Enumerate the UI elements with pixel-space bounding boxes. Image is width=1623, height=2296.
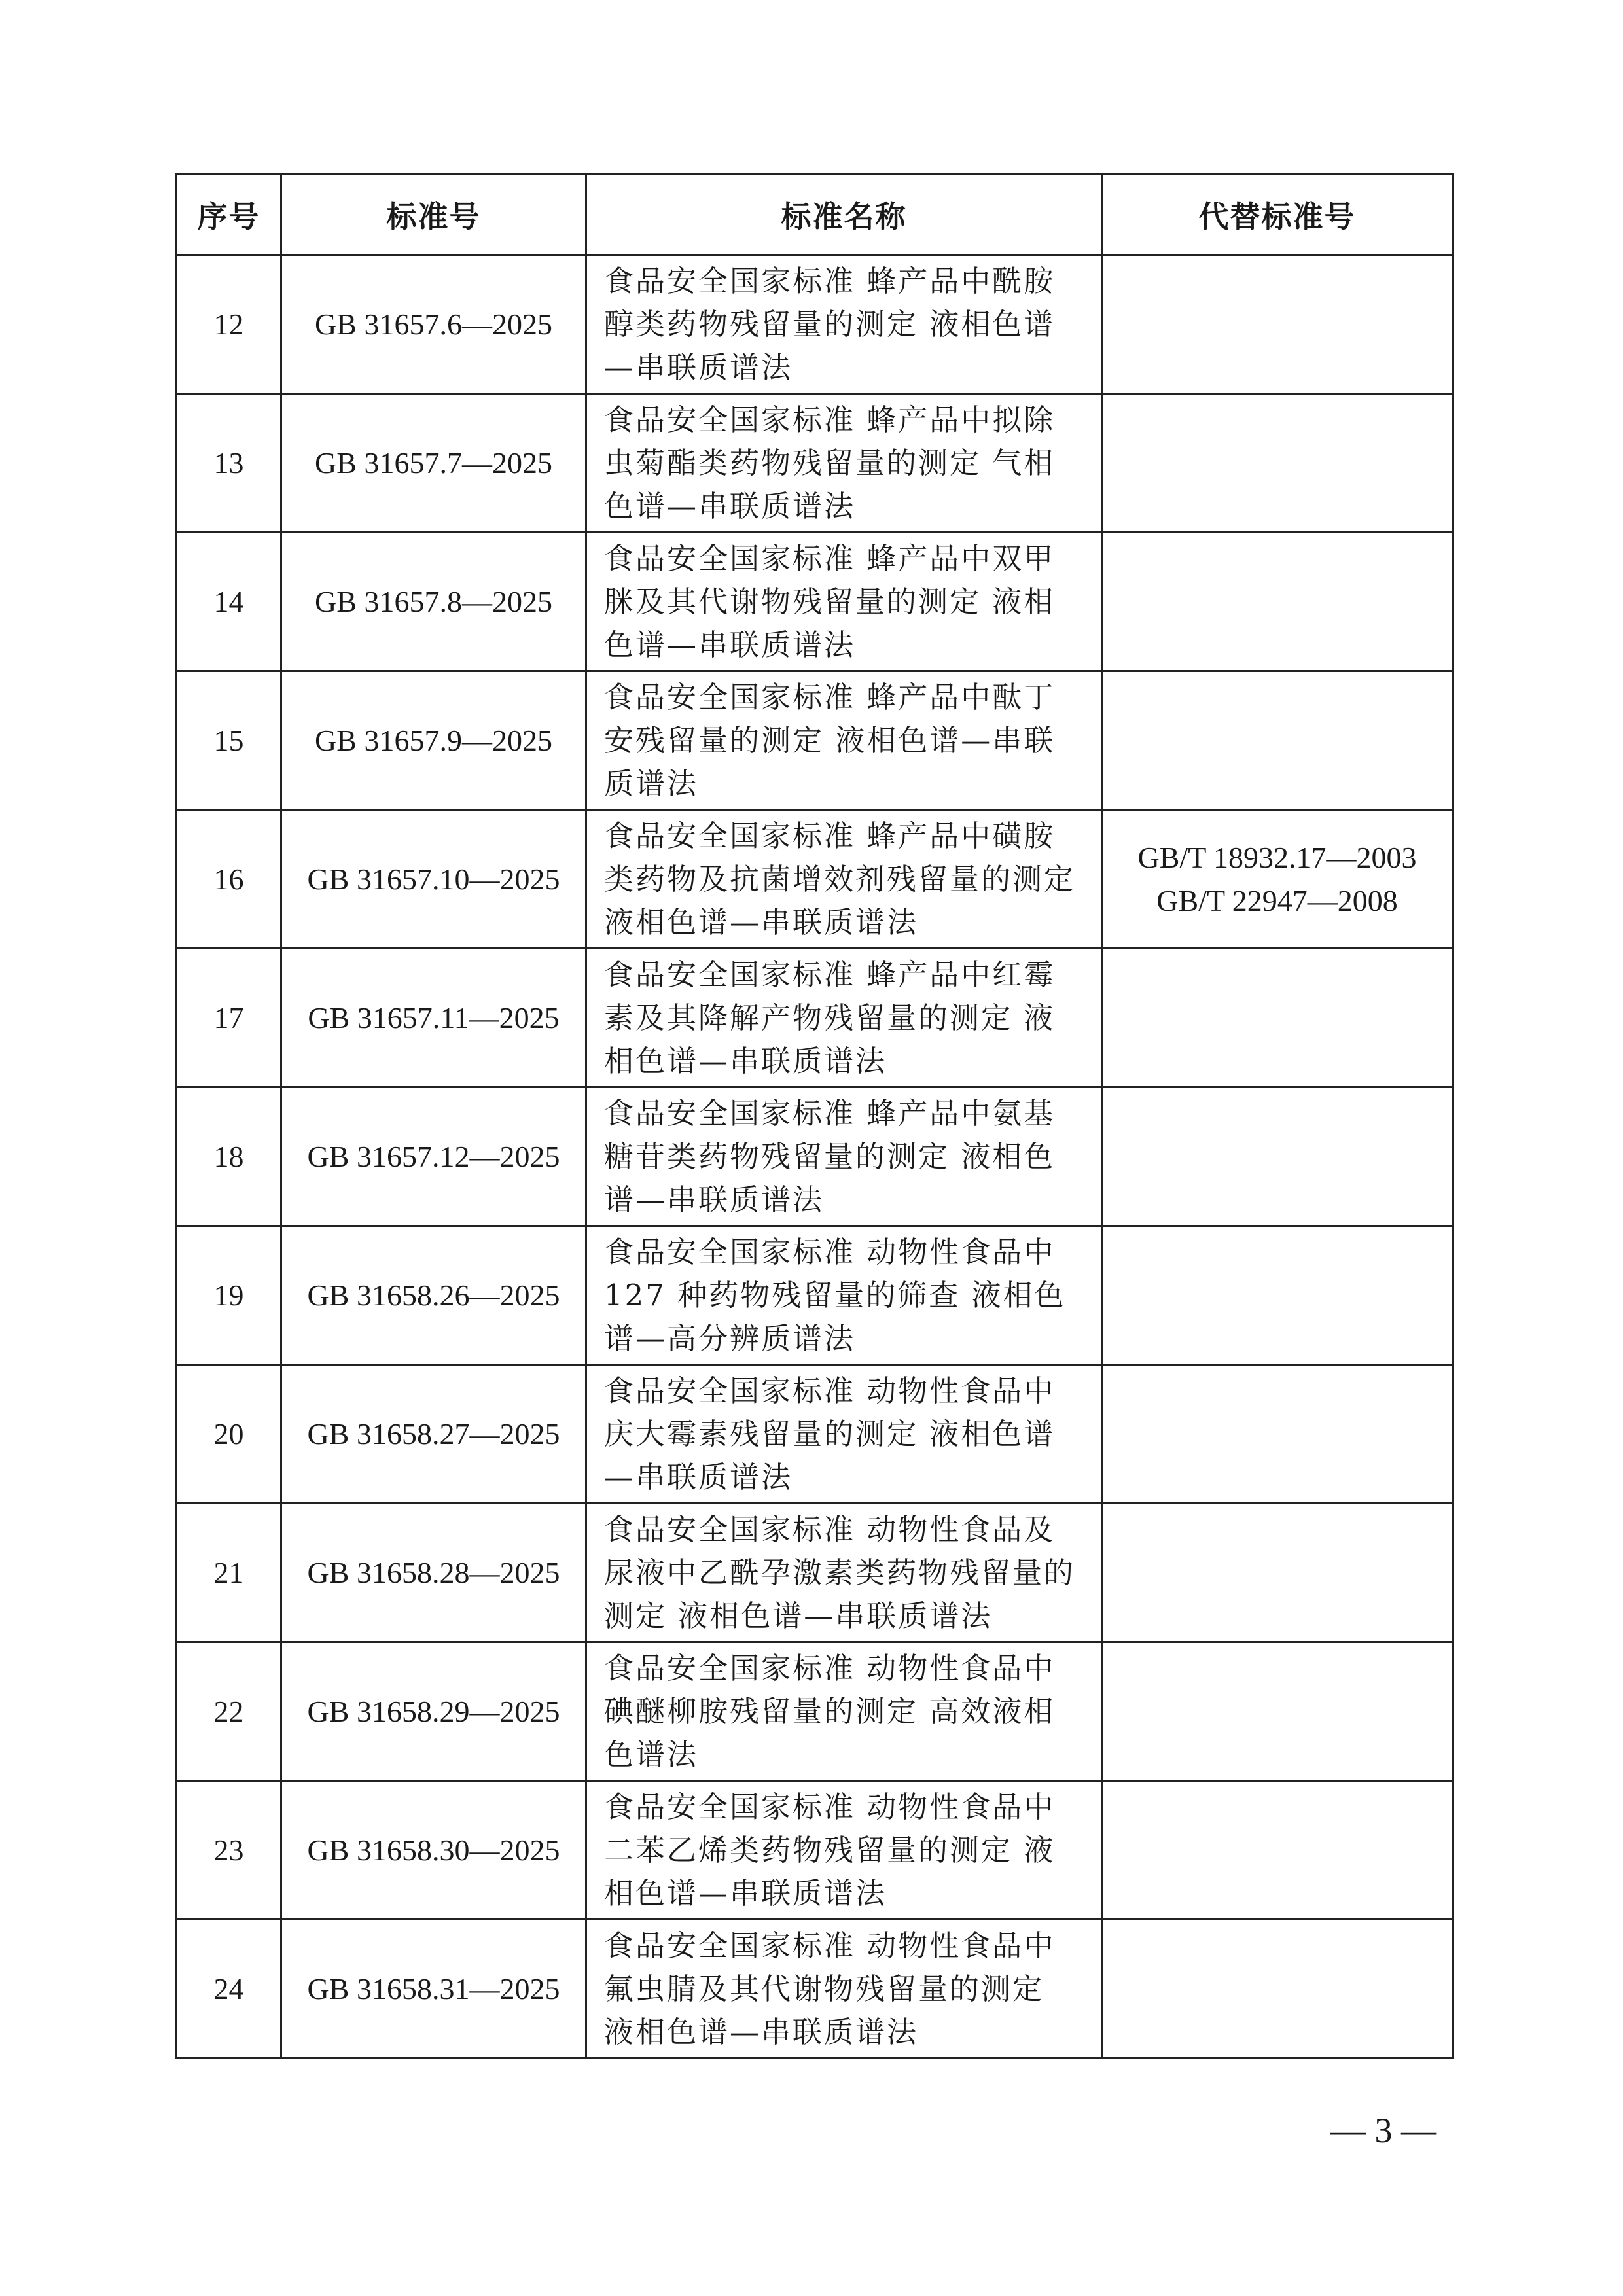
row-standard-name: 食品安全国家标准 动物性食品中碘醚柳胺残留量的测定 高效液相色谱法 [586,1642,1102,1781]
row-seq: 16 [177,810,281,949]
row-standard-code: GB 31657.11—2025 [281,949,586,1087]
row-standard-name: 食品安全国家标准 蜂产品中酰胺醇类药物残留量的测定 液相色谱—串联质谱法 [586,255,1102,394]
row-replaced-standard [1102,1365,1453,1504]
table-row [177,255,1453,394]
header-replaced-standard: 代替标准号 [1102,175,1453,255]
row-standard-code: GB 31657.7—2025 [281,394,586,533]
row-replaced-standard [1102,671,1453,810]
row-standard-name: 食品安全国家标准 蜂产品中氨基糖苷类药物残留量的测定 液相色谱—串联质谱法 [586,1087,1102,1226]
row-standard-code: GB 31657.9—2025 [281,671,586,810]
row-standard-name: 食品安全国家标准 动物性食品中127 种药物残留量的筛查 液相色谱—高分辨质谱法 [586,1226,1102,1365]
row-standard-code: GB 31658.28—2025 [281,1504,586,1642]
row-replaced-standard [1102,1642,1453,1781]
replaced-standard-code: GB/T 18932.17—2003 [1137,840,1417,874]
row-seq: 17 [177,949,281,1087]
row-seq: 14 [177,533,281,671]
table-row [177,949,1453,1087]
row-replaced-standard [1102,1226,1453,1365]
row-standard-name: 食品安全国家标准 动物性食品及尿液中乙酰孕激素类药物残留量的测定 液相色谱—串联质谱法 [586,1504,1102,1642]
row-replaced-standard [1102,1920,1453,2058]
row-seq: 18 [177,1087,281,1226]
row-replaced-standard [1102,949,1453,1087]
table-row [177,1781,1453,1920]
row-seq: 12 [177,255,281,394]
table-row [177,1920,1453,2058]
header-standard-name: 标准名称 [586,175,1102,255]
row-standard-name: 食品安全国家标准 动物性食品中庆大霉素残留量的测定 液相色谱—串联质谱法 [586,1365,1102,1504]
row-standard-name: 食品安全国家标准 蜂产品中双甲脒及其代谢物残留量的测定 液相色谱—串联质谱法 [586,533,1102,671]
row-standard-code: GB 31658.27—2025 [281,1365,586,1504]
table-row [177,1642,1453,1781]
row-replaced-standard [1102,1087,1453,1226]
row-seq: 15 [177,671,281,810]
table-row [177,810,1453,949]
table-header-row [177,175,1453,255]
row-standard-code: GB 31658.29—2025 [281,1642,586,1781]
table-row [177,1365,1453,1504]
row-standard-code: GB 31657.8—2025 [281,533,586,671]
row-standard-code: GB 31657.10—2025 [281,810,586,949]
table-row [177,671,1453,810]
row-seq: 24 [177,1920,281,2058]
row-standard-name: 食品安全国家标准 蜂产品中红霉素及其降解产物残留量的测定 液相色谱—串联质谱法 [586,949,1102,1087]
row-standard-code: GB 31658.31—2025 [281,1920,586,2058]
row-replaced-standard [1102,255,1453,394]
table-row [177,1226,1453,1365]
header-standard-code: 标准号 [281,175,586,255]
row-standard-code: GB 31658.30—2025 [281,1781,586,1920]
row-seq: 13 [177,394,281,533]
row-standard-name: 食品安全国家标准 蜂产品中酞丁安残留量的测定 液相色谱—串联质谱法 [586,671,1102,810]
row-seq: 23 [177,1781,281,1920]
table-body [177,255,1453,2058]
row-seq: 22 [177,1642,281,1781]
replaced-standard-code: GB/T 22947—2008 [1156,883,1398,917]
row-seq: 20 [177,1365,281,1504]
table-row [177,1504,1453,1642]
table-row [177,394,1453,533]
row-standard-code: GB 31658.26—2025 [281,1226,586,1365]
row-seq: 21 [177,1504,281,1642]
row-replaced-standard [1102,394,1453,533]
table-row [177,533,1453,671]
row-replaced-standard [1102,810,1453,949]
row-replaced-standard [1102,533,1453,671]
row-standard-code: GB 31657.6—2025 [281,255,586,394]
row-standard-code: GB 31657.12—2025 [281,1087,586,1226]
row-standard-name: 食品安全国家标准 动物性食品中氟虫腈及其代谢物残留量的测定 液相色谱—串联质谱法 [586,1920,1102,2058]
table-row [177,1087,1453,1226]
standards-table [175,173,1454,2059]
row-standard-name: 食品安全国家标准 蜂产品中拟除虫菊酯类药物残留量的测定 气相色谱—串联质谱法 [586,394,1102,533]
row-standard-name: 食品安全国家标准 蜂产品中磺胺类药物及抗菌增效剂残留量的测定 液相色谱—串联质谱法 [586,810,1102,949]
row-standard-name: 食品安全国家标准 动物性食品中二苯乙烯类药物残留量的测定 液相色谱—串联质谱法 [586,1781,1102,1920]
page-number: — 3 — [1330,2111,1436,2150]
row-replaced-standard [1102,1781,1453,1920]
row-seq: 19 [177,1226,281,1365]
header-seq: 序号 [177,175,281,255]
row-replaced-standard [1102,1504,1453,1642]
